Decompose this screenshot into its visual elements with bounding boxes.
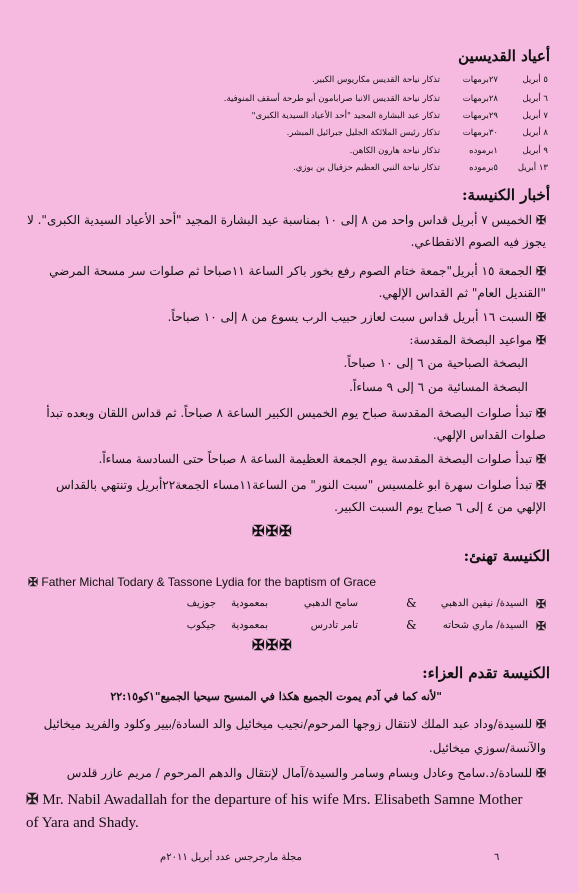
condolence-item-1: ✠ للسيدة/وداد عبد الملك لانتقال زوجها المرحوم/نجيب ميخائيل والد السادة/بيير وكلود والفريد ميخائيل والآنسة/سوزي ميخائيل. [43,717,546,755]
condolence-heading: الكنيسة تقدم العزاء: [422,664,550,682]
feast-description: تذكار نياحة القديس مكاريوس الكبير. [312,75,440,85]
feast-coptic-date: ٢٩برمهات [462,111,498,121]
cross-icon: ✠ [535,717,546,731]
cross-icon: ✠ [535,766,546,780]
news-item-7: ✠ تبدأ صلوات سهرة ابو غلمسيس "سبت النور" من الساعة١١مساء الجمعة٢٢أبريل وتنتهي بالقداس الإلهي من ٤ إلى ٦ صباح يوم السبت الكبير. [56,478,546,514]
feast-coptic-date: ٥برموده [469,163,498,173]
congrats-english: ✠ Father Michal Todary & Tassone Lydia for the baptism of Grace [28,575,377,589]
magazine-footer: مجلة مارجرجس عدد أبريل ٢٠١١م [160,852,302,863]
cross-icon: ✠ [535,213,546,227]
feast-description: تذكار نياحة هارون الكاهن. [349,146,440,156]
feast-coptic-date: ٣٠برمهات [462,128,498,138]
ampersand: & [406,618,417,632]
congrats-heading: الكنيسة تهنئ: [463,547,550,565]
congrats-child: جوزيف [186,598,216,609]
news-item-1: ✠ الخميس ٧ أبريل قداس واحد من ٨ إلى ١٠ بمناسبة عيد البشارة المجيد "أحد الأعياد السيدية الكبرى". لا يجوز فيه الصوم الانقطاعي. [26,213,546,249]
congrats-parent: السيدة/ نيفين الدهبي [440,598,528,609]
cross-icon: ✠ [535,406,546,420]
congrats-husband: تامر تادرس [310,620,358,631]
news-item-6: ✠ تبدأ صلوات البصخة المقدسة يوم الجمعة العظيمة الساعة ٨ صباحاً حتى السادسة مساءاً. [98,452,546,466]
congrats-occasion: بمعمودية [231,598,268,609]
cross-icon: ✠ [535,452,546,466]
congrats-occasion: بمعمودية [231,620,268,631]
news-item-4a: البصخة الصباحية من ٦ إلى ١٠ صباحاً. [343,356,528,370]
cross-icon: ✠ [535,619,546,633]
ampersand: & [406,596,417,610]
cross-icon: ✠ [28,575,39,589]
news-item-2: ✠ الجمعة ١٥ أبريل"جمعة ختام الصوم رفع بخور باكر الساعة ١١صباحا ثم صلوات سر مسحة المرضي "القنديل العام" ثم القداس الإلهي. [49,264,546,300]
congrats-child: جيكوب [186,620,216,631]
cross-icon: ✠ [535,333,546,347]
feast-description: تذكار عيد البشارة المجيد "أحد الأعياد السيدية الكبرى" [251,111,440,121]
cross-icon: ✠ [26,792,39,808]
feast-day: ٨ أبريل [522,128,548,138]
feast-day: ٧ أبريل [522,111,548,121]
feast-description: تذكار رئيس الملائكة الجليل جبرائيل المبشر. [286,128,440,138]
triple-cross-divider: ✠✠✠ [252,636,293,654]
news-item-4b: البصخة المسائية من ٦ إلى ٩ مساءاً. [349,380,528,394]
news-heading: أخبار الكنيسة: [461,186,550,204]
feast-day: ٦ أبريل [522,94,548,104]
cross-icon: ✠ [535,597,546,611]
feast-day: ٥ أبريل [522,75,548,85]
news-item-4: ✠ مواعيد البصخة المقدسة: [409,333,546,347]
page-number: ٦ [494,852,500,863]
news-item-5: ✠ تبدأ صلوات البصخة المقدسة صباح يوم الخميس الكبير الساعة ٨ صباحاً. ثم قداس اللقان وبعده تبدأ صلوات القداس الإلهي. [46,406,546,442]
news-item-3: ✠ السبت ١٦ أبريل قداس سبت لعازر حبيب الرب يسوع من ٨ إلى ١٠ صباحاً. [167,310,546,324]
feasts-heading: أعياد القديسين [458,47,550,65]
congrats-parent: السيدة/ ماري شحاته [442,620,528,631]
feast-description: تذكار نياحة النبي العظيم حزقيال بن بوزي. [293,163,440,173]
feast-day: ١٣ أبريل [517,163,548,173]
cross-icon: ✠ [535,478,546,492]
feast-coptic-date: ٢٨برمهات [462,94,498,104]
feast-description: تذكار نياحة القديس الانبا صرابامون أبو طرحة أسقف المنوفية. [223,94,440,104]
feast-day: ٩ أبريل [522,146,548,156]
congrats-husband: سامح الدهبي [303,598,358,609]
feast-coptic-date: ٢٧برمهات [462,75,498,85]
cross-icon: ✠ [535,310,546,324]
condolence-english: ✠ Mr. Nabil Awadallah for the departure of his wife Mrs. Elisabeth Samne Mother of Yara and Shady. [26,792,523,831]
cross-icon: ✠ [535,264,546,278]
triple-cross-divider: ✠✠✠ [252,522,293,540]
condolence-verse: "لأنه كما في آدم يموت الجميع هكذا في المسيح سيحيا الجميع"١كو٢٢:١٥ [110,690,442,703]
condolence-item-2: ✠ للسادة/د.سامح وعادل وبسام وسامر والسيدة/آمال لإنتقال والدهم المرحوم / مريم عازر قلدس [66,766,546,780]
feast-coptic-date: ١برموده [469,146,498,156]
